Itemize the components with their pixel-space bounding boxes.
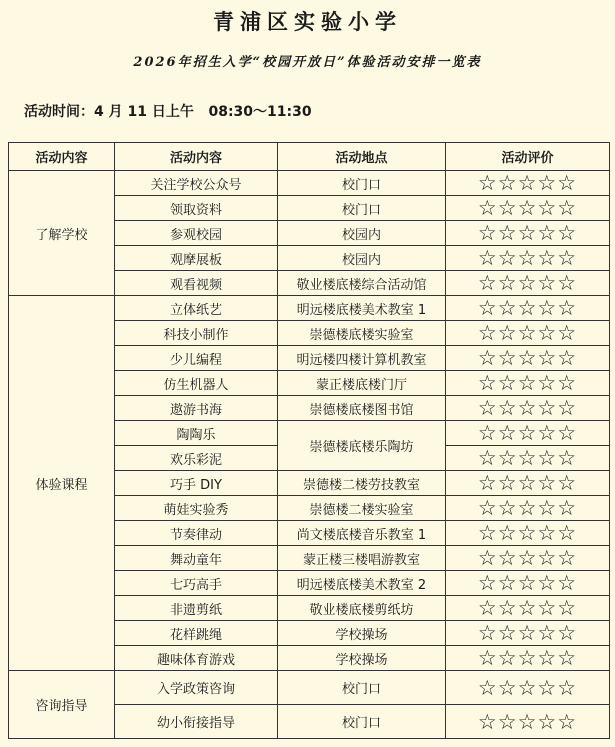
table-row <box>9 171 610 196</box>
table-row <box>9 671 610 705</box>
category-cell: 了解学校 <box>9 171 115 296</box>
page-title: 青浦区实验小学 <box>213 9 402 34</box>
location-cell: 崇德楼二楼劳技教室 <box>278 471 446 496</box>
star-rating[interactable]: ☆☆☆☆☆ <box>446 246 610 271</box>
location-cell: 校门口 <box>278 171 446 196</box>
table-row <box>9 296 610 321</box>
star-rating[interactable]: ☆☆☆☆☆ <box>446 646 610 671</box>
activity-time: 活动时间：4 月 11 日上午 08:30～11:30 <box>24 104 312 120</box>
header-rating: 活动评价 <box>446 143 610 171</box>
location-cell: 明远楼底楼美术教室 2 <box>278 571 446 596</box>
star-rating[interactable]: ☆☆☆☆☆ <box>446 271 610 296</box>
activity-cell: 欢乐彩泥 <box>115 446 278 471</box>
star-rating[interactable]: ☆☆☆☆☆ <box>446 296 610 321</box>
activity-cell: 仿生机器人 <box>115 371 278 396</box>
star-rating[interactable]: ☆☆☆☆☆ <box>446 221 610 246</box>
location-cell: 尚文楼底楼音乐教室 1 <box>278 521 446 546</box>
location-cell: 蒙正楼三楼唱游教室 <box>278 546 446 571</box>
location-cell: 明远楼底楼美术教室 1 <box>278 296 446 321</box>
activity-cell: 七巧高手 <box>115 571 278 596</box>
star-rating[interactable]: ☆☆☆☆☆ <box>446 196 610 221</box>
header-category: 活动内容 <box>9 143 115 171</box>
activity-cell: 节奏律动 <box>115 521 278 546</box>
location-cell: 敬业楼底楼剪纸坊 <box>278 596 446 621</box>
location-cell: 敬业楼底楼综合活动馆 <box>278 271 446 296</box>
activity-cell: 趣味体育游戏 <box>115 646 278 671</box>
category-cell: 体验课程 <box>9 296 115 671</box>
table-header-row <box>9 143 610 171</box>
activity-cell: 参观校园 <box>115 221 278 246</box>
star-rating[interactable]: ☆☆☆☆☆ <box>446 396 610 421</box>
activity-cell: 领取资料 <box>115 196 278 221</box>
header-activity: 活动内容 <box>115 143 278 171</box>
header-location: 活动地点 <box>278 143 446 171</box>
activity-cell: 非遗剪纸 <box>115 596 278 621</box>
schedule-table <box>8 142 610 739</box>
star-rating[interactable]: ☆☆☆☆☆ <box>446 596 610 621</box>
activity-cell: 关注学校公众号 <box>115 171 278 196</box>
location-cell: 崇德楼底楼乐陶坊 <box>278 421 446 471</box>
star-rating[interactable]: ☆☆☆☆☆ <box>446 546 610 571</box>
location-cell: 校门口 <box>278 196 446 221</box>
activity-cell: 遨游书海 <box>115 396 278 421</box>
page-subtitle: 2026年招生入学“校园开放日”体验活动安排一览表 <box>133 55 482 70</box>
activity-cell: 科技小制作 <box>115 321 278 346</box>
star-rating[interactable]: ☆☆☆☆☆ <box>446 571 610 596</box>
star-rating[interactable]: ☆☆☆☆☆ <box>446 171 610 196</box>
star-rating[interactable]: ☆☆☆☆☆ <box>446 705 610 739</box>
star-rating[interactable]: ☆☆☆☆☆ <box>446 621 610 646</box>
activity-cell: 观摩展板 <box>115 246 278 271</box>
star-rating[interactable]: ☆☆☆☆☆ <box>446 421 610 446</box>
location-cell: 蒙正楼底楼门厅 <box>278 371 446 396</box>
activity-cell: 巧手 DIY <box>115 471 278 496</box>
star-rating[interactable]: ☆☆☆☆☆ <box>446 346 610 371</box>
location-cell: 校门口 <box>278 671 446 705</box>
activity-cell: 立体纸艺 <box>115 296 278 321</box>
star-rating[interactable]: ☆☆☆☆☆ <box>446 321 610 346</box>
location-cell: 崇德楼底楼图书馆 <box>278 396 446 421</box>
star-rating[interactable]: ☆☆☆☆☆ <box>446 671 610 705</box>
location-cell: 学校操场 <box>278 621 446 646</box>
location-cell: 崇德楼底楼实验室 <box>278 321 446 346</box>
location-cell: 崇德楼二楼实验室 <box>278 496 446 521</box>
star-rating[interactable]: ☆☆☆☆☆ <box>446 521 610 546</box>
star-rating[interactable]: ☆☆☆☆☆ <box>446 446 610 471</box>
location-cell: 明远楼四楼计算机教室 <box>278 346 446 371</box>
activity-cell: 萌娃实验秀 <box>115 496 278 521</box>
location-cell: 校园内 <box>278 221 446 246</box>
activity-cell: 花样跳绳 <box>115 621 278 646</box>
activity-cell: 入学政策咨询 <box>115 671 278 705</box>
activity-cell: 陶陶乐 <box>115 421 278 446</box>
activity-cell: 观看视频 <box>115 271 278 296</box>
category-cell: 咨询指导 <box>9 671 115 739</box>
location-cell: 学校操场 <box>278 646 446 671</box>
activity-cell: 幼小衔接指导 <box>115 705 278 739</box>
location-cell: 校门口 <box>278 705 446 739</box>
activity-cell: 舞动童年 <box>115 546 278 571</box>
activity-cell: 少儿编程 <box>115 346 278 371</box>
star-rating[interactable]: ☆☆☆☆☆ <box>446 471 610 496</box>
star-rating[interactable]: ☆☆☆☆☆ <box>446 496 610 521</box>
location-cell: 校园内 <box>278 246 446 271</box>
star-rating[interactable]: ☆☆☆☆☆ <box>446 371 610 396</box>
